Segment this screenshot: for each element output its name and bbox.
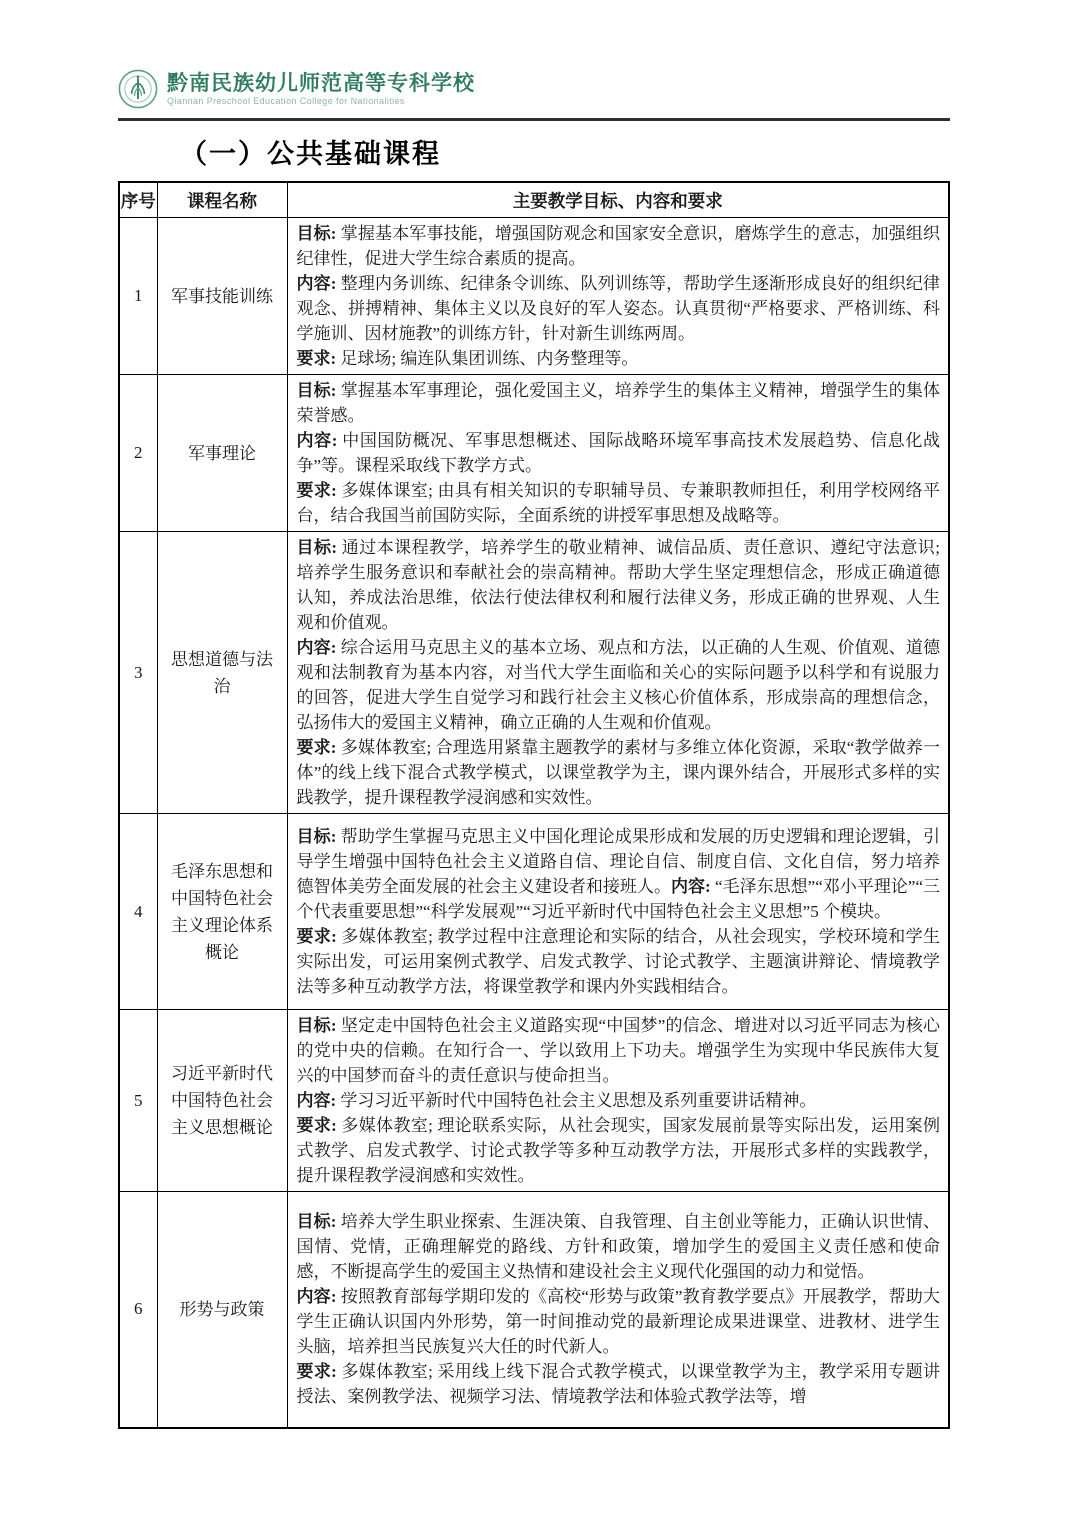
course-details (287, 218, 949, 375)
letterhead-divider (118, 118, 950, 121)
section-label: 目标: (296, 1016, 337, 1035)
table-row (119, 218, 949, 375)
column-header-number: 序号 (119, 182, 157, 218)
detail-paragraph: 要求: 多媒体教室; 教学过程中注意理论和实际的结合，从社会现实，学校环境和学生实际出发，可运用案例式教学、启发式教学、讨论式教学、主题演讲辩论、情境教学法等多种互动教学方法，将课堂教学和课内外实践相结合。 (296, 927, 940, 996)
detail-paragraph: 要求: 多媒体教室; 合理选用紧靠主题教学的素材与多维立体化资源，采取“教学做养一体”的线上线下混合式教学模式，以课堂教学为主，课内课外结合，开展形式多样的实践教学，提升课程教学浸润感和实效性。 (296, 738, 940, 807)
section-title: （一）公共基础课程 (180, 139, 441, 169)
detail-paragraph: 内容: 整理内务训练、纪律条令训练、队列训练等，帮助学生逐渐形成良好的组织纪律观念、拼搏精神、集体主义以及良好的军人姿态。认真贯彻“严格要求、严格训练、科学施训、因材施教”的训练方针，针对新生训练两周。 (296, 274, 941, 343)
course-name: 形势与政策 (157, 1192, 287, 1428)
row-number: 6 (119, 1192, 157, 1428)
college-name-english: Qiannan Preschool Education College for Nationalities (167, 96, 405, 106)
course-details (287, 1192, 949, 1428)
course-name: 习近平新时代中国特色社会主义思想概论 (157, 1010, 287, 1192)
detail-paragraph: 内容: 按照教育部每学期印发的《高校“形势与政策”教育教学要点》开展教学，帮助大学生正确认识国内外形势，第一时间推动党的最新理论成果进课堂、进教材、进学生头脑，培养担当民族复兴大任的时代新人。 (296, 1287, 940, 1357)
section-label: 要求: (296, 349, 337, 368)
section-label: 目标: (296, 381, 337, 400)
section-label: 内容: (296, 431, 338, 450)
section-label: 目标: (296, 827, 337, 846)
row-number: 5 (119, 1010, 157, 1192)
column-header-objectives: 主要教学目标、内容和要求 (287, 182, 949, 218)
table-header (119, 182, 949, 218)
section-label: 内容: (296, 638, 337, 657)
detail-paragraph: 要求: 足球场; 编连队集团训练、内务整理等。 (296, 349, 639, 368)
section-label: 要求: (296, 1362, 337, 1382)
section-label: 目标: (296, 224, 337, 243)
course-details (287, 375, 949, 532)
detail-paragraph: 要求: 多媒体教室; 采用线上线下混合式教学模式，以课堂教学为主，教学采用专题讲授法、案例教学法、视频学习法、情境教学法和体验式教学法等，增 (296, 1362, 940, 1407)
college-logo (118, 66, 950, 112)
section-label: 要求: (296, 1116, 337, 1135)
section-label: 要求: (296, 481, 337, 500)
college-name-block (167, 71, 475, 107)
section-label: 要求: (296, 927, 337, 946)
section-label: 目标: (296, 538, 338, 557)
row-number: 1 (119, 218, 157, 375)
table-row (119, 375, 949, 532)
detail-paragraph: 目标: 掌握基本军事技能，增强国防观念和国家安全意识，磨炼学生的意志，加强组织纪律性，促进大学生综合素质的提高。 (296, 224, 941, 268)
column-header-course-name: 课程名称 (157, 182, 287, 218)
table-body (119, 218, 949, 1428)
document-header (118, 0, 950, 121)
course-table (118, 181, 950, 1429)
course-details (287, 814, 949, 1010)
section-label: 目标: (296, 1212, 337, 1232)
table-row (119, 1010, 949, 1192)
course-name: 军事技能训练 (157, 218, 287, 375)
course-details (287, 532, 949, 814)
college-name-chinese: 黔南民族幼儿师范高等专科学校 (167, 71, 475, 95)
section-label: 要求: (296, 738, 337, 757)
section-label: 内容: (296, 274, 337, 293)
detail-paragraph: 目标: 掌握基本军事理论，强化爱国主义，培养学生的集体主义精神，增强学生的集体荣誉感。 (296, 381, 941, 425)
row-number: 2 (119, 375, 157, 532)
section-label: 内容: (671, 877, 711, 896)
course-name: 思想道德与法治 (157, 532, 287, 814)
detail-paragraph: 内容: 综合运用马克思主义的基本立场、观点和方法，以正确的人生观、价值观、道德观和法制教育为基本内容，对当代大学生面临和关心的实际问题予以科学和有说服力的回答，促进大学生自觉学习和践行社会主义核心价值体系，形成崇高的理想信念，弘扬伟大的爱国主义精神，确立正确的人生观和价值观。 (296, 638, 941, 732)
detail-paragraph: 内容: 学习习近平新时代中国特色社会主义思想及系列重要讲话精神。 (296, 1091, 817, 1110)
detail-paragraph: 目标: 培养大学生职业探索、生涯决策、自我管理、自主创业等能力，正确认识世情、国情、党情，正确理解党的路线、方针和政策，增加学生的爱国主义责任感和使命感，不断提高学生的爱国主义热情和建设社会主义现代化强国的动力和觉悟。 (296, 1212, 941, 1282)
detail-paragraph: 要求: 多媒体教室; 理论联系实际，从社会现实，国家发展前景等实际出发，运用案例式教学、启发式教学、讨论式教学等多种互动教学方法，开展形式多样的实践教学，提升课程教学浸润感和实效性。 (296, 1116, 940, 1185)
detail-paragraph: 目标: 帮助学生掌握马克思主义中国化理论成果形成和发展的历史逻辑和理论逻辑，引导学生增强中国特色社会主义道路自信、理论自信、制度自信、文化自信，努力培养德智体美劳全面发展的社会主义建设者和接班人。内容: “毛泽东思想”“邓小平理论”“三个代表重要思想”“科学发展观”“习近平新时代中国特色社会主义思想”5 个模块。 (296, 827, 941, 921)
section-label: 内容: (296, 1287, 337, 1307)
detail-paragraph: 内容: 中国国防概况、军事思想概述、国际战略环境军事高技术发展趋势、信息化战争”等。课程采取线下教学方式。 (296, 431, 941, 475)
row-number: 4 (119, 814, 157, 1010)
detail-paragraph: 要求: 多媒体课室; 由具有相关知识的专职辅导员、专兼职教师担任，利用学校网络平台，结合我国当前国防实际，全面系统的讲授军事思想及战略等。 (296, 481, 940, 525)
course-name: 毛泽东思想和中国特色社会主义理论体系概论 (157, 814, 287, 1010)
college-emblem-icon (118, 69, 158, 109)
table-row (119, 532, 949, 814)
course-name: 军事理论 (157, 375, 287, 532)
course-details (287, 1010, 949, 1192)
table-row (119, 814, 949, 1010)
table-row (119, 1192, 949, 1428)
detail-paragraph: 目标: 通过本课程教学，培养学生的敬业精神、诚信品质、责任意识、遵纪守法意识;培养学生服务意识和奉献社会的崇高精神。帮助大学生坚定理想信念，形成正确道德认知，养成法治思维，依法行使法律权利和履行法律义务，形成正确的世界观、人生观和价值观。 (296, 538, 940, 632)
detail-paragraph: 目标: 坚定走中国特色社会主义道路实现“中国梦”的信念、增进对以习近平同志为核心的党中央的信赖。在知行合一、学以致用上下功夫。增强学生为实现中华民族伟大复兴的中国梦而奋斗的责任意识与使命担当。 (296, 1016, 940, 1085)
section-label: 内容: (296, 1091, 337, 1110)
row-number: 3 (119, 532, 157, 814)
